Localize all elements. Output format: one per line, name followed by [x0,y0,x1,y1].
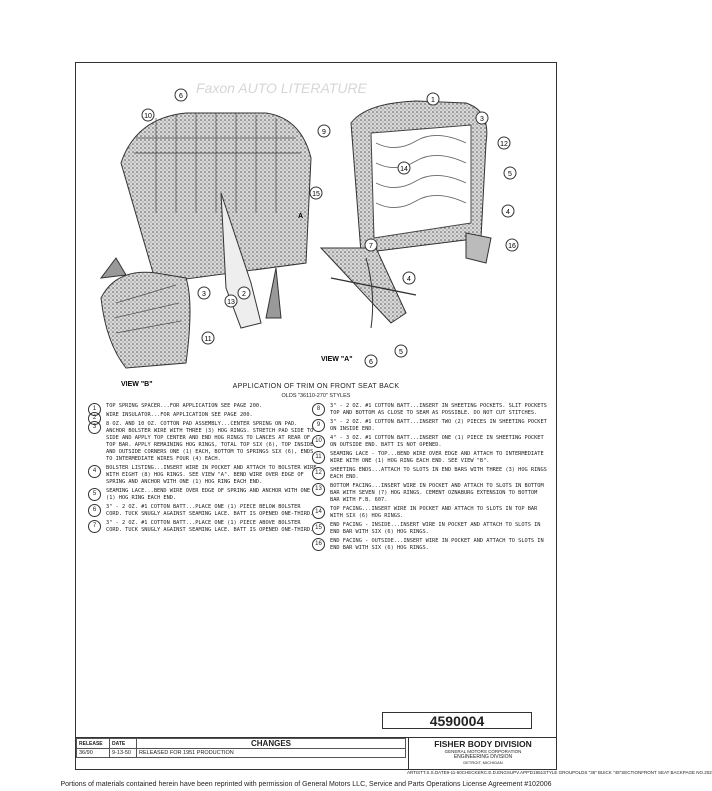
note-text: 8 OZ. AND 10 OZ. COTTON PAD ASSEMBLY...CENTER SPRING ON PAD. ANCHOR BOLSTER WIRE WITH THREE (3) HOG RINGS. STRETCH PAD SIDE TO SIDE AND APPLY TOP CENTER AND END HOG RINGS TO LANCES AT REAR OF TOP BAR. APPLY REMAINING HOG RINGS, TOTAL TOP SIX (6), TOP INSIDE AND OUTSIDE CORNERS ONE (1) EACH, BOTTOM TO SPRINGS SIX (6), ENDS TO INTERMEDIATE WIRES FOUR (4) EACH. [106,421,314,462]
svg-text:12: 12 [500,141,508,148]
section-label: SECTION [621,770,642,775]
application-subtitle: OLDS "36110-270" STYLES [281,393,351,399]
note-number: 5 [88,488,101,501]
drawing-sheet [75,62,557,770]
note-1 [88,403,318,410]
note-number: 7 [88,520,101,533]
svg-text:2: 2 [242,291,246,298]
view-b-detail-drawing [101,272,190,368]
note-6 [88,504,318,518]
note-text: TOP SPRING SPACER...FOR APPLICATION SEE PAGE 200. [106,403,263,409]
callout-9 [318,125,330,137]
callout-3-right [476,112,488,124]
note-number: 12 [312,467,325,480]
release-cell: 36/90 [77,749,110,758]
note-text: SEAMING LACE...BEND WIRE OVER EDGE OF SPRING AND ANCHOR WITH ONE (1) HOG RING EACH END. [106,488,311,501]
note-number: 8 [312,403,325,416]
checker-value: C.E.D. [483,770,498,775]
date-label: DATE [434,770,447,775]
note-number: 11 [312,451,325,464]
svg-text:14: 14 [400,166,408,173]
notes-right-column [312,403,548,554]
note-text: TOP FACING...INSERT WIRE IN POCKET AND ATTACH TO SLOTS IN TOP BAR WITH SIX (6) HOG RINGS. [330,506,538,519]
seat-back-illustration [76,63,556,393]
callout-5-right [504,167,516,179]
bottom-block [75,737,557,770]
note-text: BOTTOM FACING...INSERT WIRE IN POCKET AND ATTACH TO SLOTS IN BOTTOM BAR WITH SEVEN (7) HOG RINGS. CEMENT OZNABURG EXTENSION TO BOTTOM BAR WITH F.B. 607. [330,483,544,503]
svg-text:5: 5 [399,349,403,356]
note-number: 3 [88,421,101,434]
date-cell: 9-13-50 [110,749,137,758]
note-8 [312,403,548,417]
note-number: 4 [88,465,101,478]
note-text: 4" - 3 OZ. #1 COTTON BATT...INSERT ONE (1) PIECE IN SHEETING POCKET ON OUTSIDE END. BATT IS NOT OPENED. [330,435,544,448]
view-b-label: VIEW "B" [121,381,153,388]
legal-footer: Portions of materials contained herein have been reprinted with permission of General Motors LLC, Service and Parts Operations License Agreement #102006 [60,781,552,788]
note-5 [88,488,318,502]
note-number: 6 [88,504,101,517]
note-text: 3" - 2 OZ. #1 COTTON BATT...PLACE ONE (1) PIECE ABOVE BOLSTER CORD. TUCK SNUGLY AGAINST SEAMING LACE. BATT IS OPENED ONE-THIRD. [106,520,314,533]
svg-text:16: 16 [508,243,516,250]
note-3 [88,421,318,463]
callout-10 [142,109,154,121]
svg-text:6: 6 [369,359,373,366]
division-name: ENGINEERING DIVISION [453,754,513,760]
note-number: 9 [312,419,325,432]
note-text: SEAMING LACE - TOP...BEND WIRE OVER EDGE AND ATTACH TO INTERMEDIATE WIRE WITH ONE (1) HOG RING EACH END. SEE VIEW "B". [330,451,544,464]
date-header: DATE [110,739,137,749]
callout-3-left [198,287,210,299]
svg-text:5: 5 [508,171,512,178]
note-15 [312,522,548,536]
artist-value: T.S.S. [422,770,435,775]
svg-text:A: A [298,213,304,220]
callout-12 [498,137,510,149]
changes-table [76,738,406,758]
note-text: WIRE INSULATOR...FOR APPLICATION SEE PAGE 200. [106,412,253,418]
callout-4-view-a [403,272,415,284]
note-9 [312,419,548,433]
note-number: 14 [312,506,325,519]
svg-text:7: 7 [369,243,373,250]
checker-label: CHECKER [461,770,484,775]
corp-name: GENERAL MOTORS CORPORATION [444,749,522,754]
year: 1951 [533,770,544,775]
callout-2 [238,287,250,299]
note-text: BOLSTER LISTING...INSERT WIRE IN POCKET AND ATTACH TO BOLSTER WIRE WITH EIGHT (8) HOG RINGS. SEE VIEW "A". BEND WIRE OVER EDGE OF SPRING AND ANCHOR WITH ONE (1) HOG RING EACH END. [106,465,317,485]
note-number: 15 [312,522,325,535]
callout-A [298,213,303,220]
svg-text:4: 4 [506,209,510,216]
callout-15 [310,187,322,199]
callout-1 [427,93,439,105]
svg-text:11: 11 [204,336,212,343]
page-number: 202 [704,770,712,775]
note-text: END FACING - INSIDE...INSERT WIRE IN POCKET AND ATTACH TO SLOTS IN END BAR WITH SIX (6) HOG RINGS. [330,522,541,535]
city-name: DETROIT, MICHIGAN [463,760,503,765]
callout-13 [225,295,237,307]
callout-14 [398,162,410,174]
note-13 [312,483,548,504]
changes-header: CHANGES [137,739,406,749]
callout-4-right [502,205,514,217]
view-a-detail-drawing [321,248,416,328]
watermark: Faxon AUTO LITERATURE [196,80,367,96]
application-title: APPLICATION OF TRIM ON FRONT SEAT BACK [232,383,400,390]
svg-text:4: 4 [407,276,411,283]
note-11 [312,451,548,465]
change-text-cell: RELEASED FOR 1951 PRODUCTION [137,749,406,758]
svg-text:13: 13 [227,299,235,306]
note-number: 1 [88,403,101,416]
note-number: 13 [312,483,325,496]
section-value: FRONT SEAT BACK [641,770,683,775]
callout-11 [202,332,214,344]
note-14 [312,506,548,520]
view-a-label: VIEW "A" [321,356,353,363]
style-group-label: STYLE GROUP [543,770,576,775]
page-label: PAGE NO. [682,770,705,775]
note-text: END FACING - OUTSIDE...INSERT WIRE IN POCKET AND ATTACH TO SLOTS IN END BAR WITH SIX (6) HOG RINGS. [330,538,544,551]
note-10 [312,435,548,449]
company-name: FISHER BODY DIVISION [434,739,532,749]
callout-6-view-a [365,355,377,367]
title-block-details [407,770,712,780]
note-7 [88,520,318,534]
note-text: 3" - 2 OZ. #1 COTTON BATT...INSERT IN SHEETING POCKETS. SLIT POCKETS TOP AND BOTTOM AS CLOSE TO SEAM AS POSSIBLE. DO NOT CUT STITCHES. [330,403,547,416]
note-text: SHEETING ENDS...ATTACH TO SLOTS IN END BARS WITH THREE (3) HOG RINGS EACH END. [330,467,547,480]
svg-text:1: 1 [431,97,435,104]
appd-label: APP'D [519,770,534,775]
svg-text:3: 3 [480,116,484,123]
svg-text:10: 10 [144,113,152,120]
note-number: 16 [312,538,325,551]
note-number: 2 [88,412,101,425]
artist-label: ARTIST [407,770,423,775]
callout-5-view-a [395,345,407,357]
note-number: 10 [312,435,325,448]
note-text: 3" - 2 OZ. #1 COTTON BATT...INSERT TWO (2) PIECES IN SHEETING POCKET ON INSIDE END. [330,419,547,432]
note-4 [88,465,318,486]
svg-text:3: 3 [202,291,206,298]
release-header: RELEASE [77,739,110,749]
document-number: 4590004 [382,712,532,729]
supv-label: SUPV. [506,770,520,775]
svg-text:15: 15 [312,191,320,198]
callout-16 [506,239,518,251]
callout-6 [175,89,187,101]
notes-left-column [88,403,318,536]
eng-label: ENG [497,770,507,775]
note-2 [88,412,318,419]
callout-7 [365,239,377,251]
svg-text:6: 6 [179,93,183,100]
svg-text:9: 9 [322,129,326,136]
note-text: 3" - 2 OZ. #1 COTTON BATT...PLACE ONE (1) PIECE BELOW BOLSTER CORD. TUCK SNUGLY AGAINST SEAMING LACE. BATT IS OPENED ONE-THIRD. [106,504,314,517]
date-value: 9-11-50 [446,770,462,775]
table-row [77,749,406,758]
fisher-title-block [408,738,557,769]
style-group-value: OLDS "36" BUICK "45" [575,770,622,775]
note-12 [312,467,548,481]
note-16 [312,538,548,552]
